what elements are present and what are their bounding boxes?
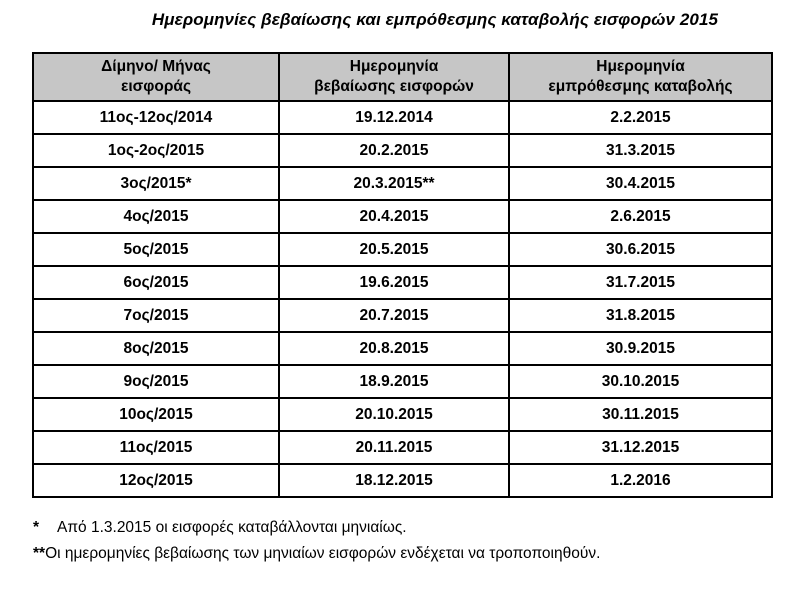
cell-period: 10ος/2015 bbox=[33, 398, 279, 431]
page-title: Ημερομηνίες βεβαίωσης και εμπρόθεσμης καταβολής εισφορών 2015 bbox=[151, 10, 719, 29]
cell-certification-date: 18.12.2015 bbox=[279, 464, 509, 497]
cell-certification-date: 19.6.2015 bbox=[279, 266, 509, 299]
footnote-text: Οι ημερομηνίες βεβαίωσης των μηνιαίων εισφορών ενδέχεται να τροποποιηθούν. bbox=[45, 545, 601, 562]
footnote-marker: * bbox=[33, 519, 40, 536]
header-line: εισφοράς bbox=[121, 78, 191, 95]
cell-period: 4ος/2015 bbox=[33, 200, 279, 233]
cell-period: 7ος/2015 bbox=[33, 299, 279, 332]
table-row bbox=[33, 101, 772, 134]
header-line: βεβαίωσης εισφορών bbox=[314, 78, 474, 95]
header-line: Ημερομηνία bbox=[596, 58, 685, 75]
header-line: εμπρόθεσμης καταβολής bbox=[548, 78, 733, 95]
cell-certification-date: 20.7.2015 bbox=[279, 299, 509, 332]
cell-payment-date: 30.9.2015 bbox=[509, 332, 772, 365]
header-cell-payment-date bbox=[509, 53, 772, 101]
table-row bbox=[33, 464, 772, 497]
cell-period: 11ος-12ος/2014 bbox=[33, 101, 279, 134]
cell-payment-date: 1.2.2016 bbox=[509, 464, 772, 497]
table-row bbox=[33, 365, 772, 398]
cell-certification-date: 20.10.2015 bbox=[279, 398, 509, 431]
cell-payment-date: 30.4.2015 bbox=[509, 167, 772, 200]
table-row bbox=[33, 266, 772, 299]
table-row bbox=[33, 233, 772, 266]
cell-period: 11ος/2015 bbox=[33, 431, 279, 464]
table-header-row bbox=[33, 53, 772, 101]
cell-payment-date: 30.10.2015 bbox=[509, 365, 772, 398]
cell-period: 1ος-2ος/2015 bbox=[33, 134, 279, 167]
table-row bbox=[33, 200, 772, 233]
cell-certification-date: 20.2.2015 bbox=[279, 134, 509, 167]
cell-certification-date: 20.8.2015 bbox=[279, 332, 509, 365]
cell-payment-date: 31.12.2015 bbox=[509, 431, 772, 464]
header-cell-period bbox=[33, 53, 279, 101]
cell-payment-date: 31.8.2015 bbox=[509, 299, 772, 332]
cell-payment-date: 31.7.2015 bbox=[509, 266, 772, 299]
cell-period: 5ος/2015 bbox=[33, 233, 279, 266]
table-row bbox=[33, 299, 772, 332]
table-row bbox=[33, 431, 772, 464]
cell-period: 8ος/2015 bbox=[33, 332, 279, 365]
contributions-table bbox=[32, 52, 773, 498]
header-line: Δίμηνο/ Μήνας bbox=[101, 58, 211, 75]
cell-payment-date: 2.6.2015 bbox=[509, 200, 772, 233]
footnote-line bbox=[33, 515, 773, 541]
footnote-line bbox=[33, 541, 773, 567]
header-line: Ημερομηνία bbox=[349, 58, 439, 75]
cell-certification-date: 18.9.2015 bbox=[279, 365, 509, 398]
footnote-marker: ** bbox=[33, 545, 46, 562]
table-row bbox=[33, 332, 772, 365]
cell-payment-date: 2.2.2015 bbox=[509, 101, 772, 134]
cell-period: 6ος/2015 bbox=[33, 266, 279, 299]
footnotes bbox=[33, 515, 773, 567]
cell-payment-date: 30.11.2015 bbox=[509, 398, 772, 431]
table-row bbox=[33, 134, 772, 167]
cell-payment-date: 31.3.2015 bbox=[509, 134, 772, 167]
cell-certification-date: 20.4.2015 bbox=[279, 200, 509, 233]
table-row bbox=[33, 398, 772, 431]
cell-period: 12ος/2015 bbox=[33, 464, 279, 497]
table-row bbox=[33, 167, 772, 200]
header-cell-certification-date bbox=[279, 53, 509, 101]
cell-period: 9ος/2015 bbox=[33, 365, 279, 398]
cell-payment-date: 30.6.2015 bbox=[509, 233, 772, 266]
footnote-text: Από 1.3.2015 οι εισφορές καταβάλλονται μηνιαίως. bbox=[57, 519, 407, 536]
cell-certification-date: 20.3.2015** bbox=[279, 167, 509, 200]
cell-period: 3ος/2015* bbox=[33, 167, 279, 200]
cell-certification-date: 20.5.2015 bbox=[279, 233, 509, 266]
cell-certification-date: 19.12.2014 bbox=[279, 101, 509, 134]
cell-certification-date: 20.11.2015 bbox=[279, 431, 509, 464]
